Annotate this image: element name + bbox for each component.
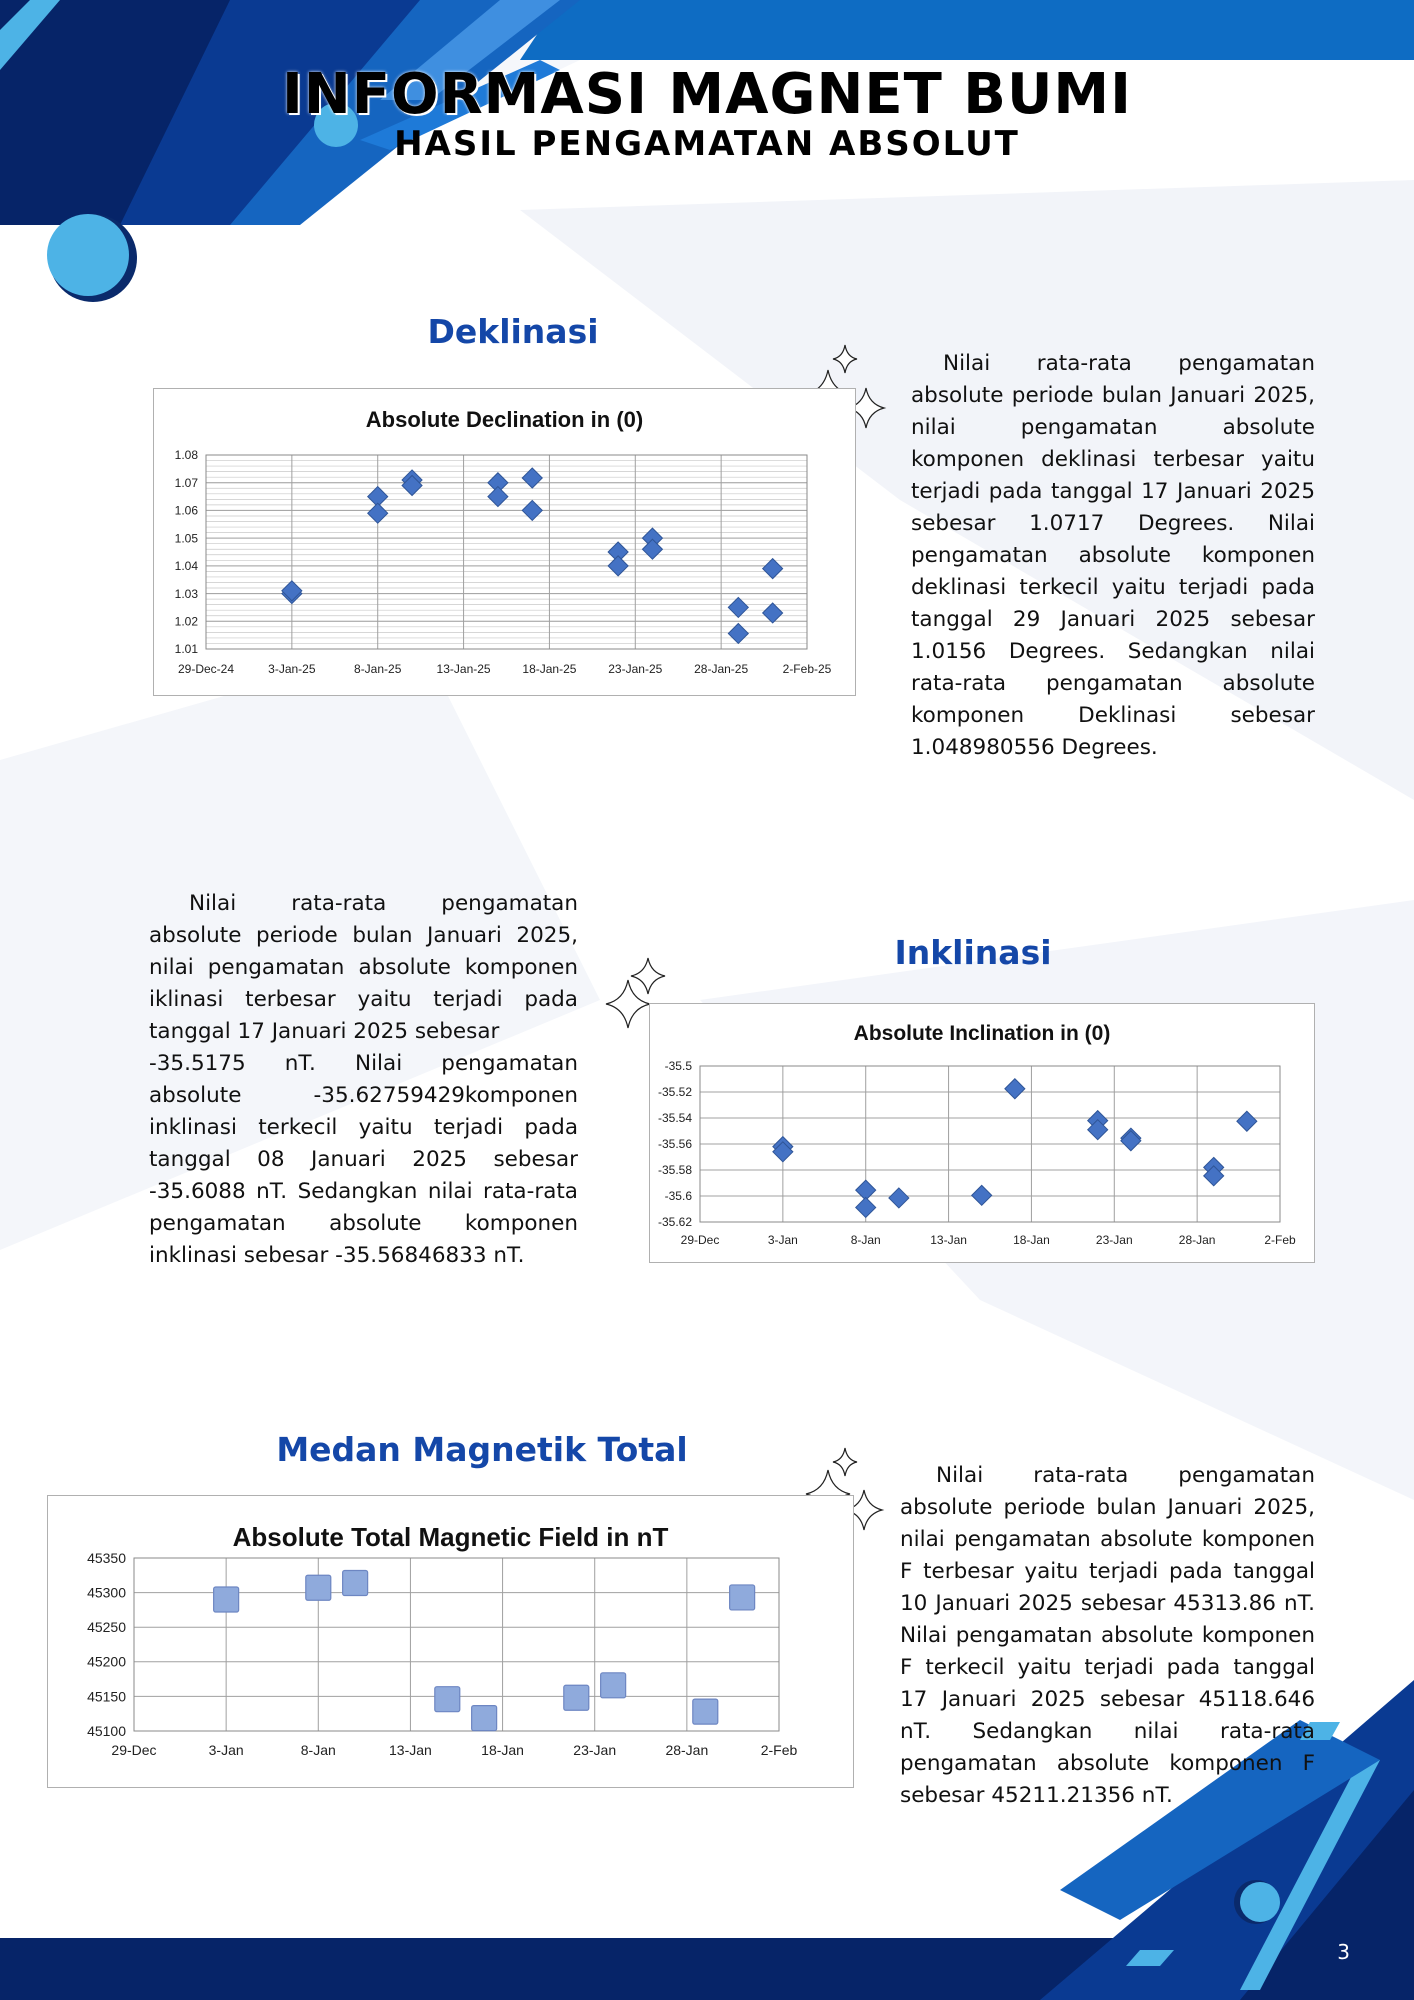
data-point — [763, 559, 783, 579]
inklinasi-paragraph-line2: -35.5175 nT. Nilai pengamatan absolute -35.62759429komponen inklinasi terkecil yaitu terjadi pada tanggal 08 Januari 2025 sebesar -35.6088 nT. Sedangkan nilai rata-rata pengamatan absolute komponen inklinasi sebesar -35.56846833 nT. — [149, 1051, 578, 1268]
data-point — [306, 1575, 331, 1600]
data-point — [522, 468, 542, 488]
x-tick-label: 13-Jan-25 — [436, 662, 491, 676]
y-tick-label: 45300 — [87, 1584, 126, 1601]
x-tick-label: 13-Jan — [930, 1233, 967, 1247]
chart-title: Absolute Total Magnetic Field in nT — [232, 1522, 669, 1552]
inklinasi-paragraph-line1: Nilai rata-rata pengamatan absolute periode bulan Januari 2025, nilai pengamatan absolute komponen iklinasi terbesar yaitu terjadi pada tanggal 17 Januari 2025 sebesar — [149, 891, 578, 1044]
x-tick-label: 23-Jan — [1095, 1233, 1133, 1247]
y-tick-label: 1.08 — [174, 448, 198, 463]
data-point — [214, 1587, 239, 1612]
y-tick-label: 1.01 — [174, 642, 198, 657]
inklinasi-paragraph — [149, 888, 578, 1272]
chart-svg — [154, 389, 855, 695]
x-tick-label: 3-Jan — [208, 1742, 244, 1758]
page-title: INFORMASI MAGNET BUMI — [282, 62, 1132, 127]
x-tick-label: 8-Jan — [300, 1742, 336, 1758]
deklinasi-paragraph: Nilai rata-rata pengamatan absolute periode bulan Januari 2025, nilai pengamatan absolute komponen deklinasi terbesar yaitu terjadi pada tanggal 17 Januari 2025 sebesar 1.0717 Degrees. Nilai pengamatan absolute komponen deklinasi terkecil yaitu terjadi pada tanggal 29 Januari 2025 sebesar 1.0156 Degrees. Sedangkan nilai rata-rata pengamatan absolute komponen Deklinasi sebesar 1.048980556 Degrees. — [911, 351, 1315, 760]
page-number: 3 — [1337, 1940, 1350, 1964]
y-tick-label: 1.04 — [174, 559, 198, 574]
x-tick-label: 8-Jan — [850, 1233, 881, 1247]
data-point — [488, 487, 508, 507]
x-tick-label: 29-Dec — [111, 1742, 157, 1758]
x-tick-label: 8-Jan-25 — [354, 662, 402, 676]
y-tick-label: 1.06 — [174, 503, 198, 518]
y-tick-label: -35.58 — [657, 1163, 692, 1178]
y-tick-label: 45250 — [87, 1619, 126, 1636]
total-field-paragraph: Nilai rata-rata pengamatan absolute periode bulan Januari 2025, nilai pengamatan absolute komponen F terbesar yaitu terjadi pada tanggal 10 Januari 2025 sebesar 45313.86 nT. Nilai pengamatan absolute komponen F terkecil yaitu terjadi pada tanggal 17 Januari 2025 sebesar 45118.646 nT. Sedangkan nilai rata-rata pengamatan absolute komponen F sebesar 45211.21356 nT. — [900, 1463, 1315, 1808]
data-point — [693, 1699, 718, 1724]
x-tick-label: 18-Jan — [1013, 1233, 1050, 1247]
x-tick-label: 28-Jan — [1178, 1233, 1216, 1247]
x-tick-label: 3-Jan — [767, 1233, 798, 1247]
x-tick-label: 23-Jan-25 — [608, 662, 663, 676]
data-point — [1005, 1079, 1025, 1099]
data-point — [763, 603, 783, 623]
inclination-chart — [649, 1003, 1315, 1263]
y-tick-label: -35.54 — [657, 1111, 692, 1126]
x-tick-label: 29-Dec — [680, 1233, 720, 1247]
data-point — [889, 1188, 909, 1208]
data-point — [856, 1197, 876, 1217]
chart-svg — [48, 1496, 853, 1787]
y-tick-label: 45100 — [87, 1722, 126, 1739]
data-point — [343, 1571, 368, 1596]
y-tick-label: -35.6 — [664, 1189, 692, 1204]
chart-title: Absolute Inclination in (0) — [853, 1022, 1111, 1045]
total-field-chart — [47, 1495, 854, 1788]
y-tick-label: 1.02 — [174, 614, 198, 629]
data-point — [972, 1185, 992, 1205]
data-point — [522, 500, 542, 520]
x-tick-label: 3-Jan-25 — [268, 662, 316, 676]
declination-chart — [153, 388, 856, 696]
y-tick-label: -35.62 — [657, 1215, 692, 1230]
y-tick-label: -35.56 — [657, 1137, 692, 1152]
y-tick-label: 1.05 — [174, 531, 198, 546]
x-tick-label: 13-Jan — [389, 1742, 432, 1758]
data-point — [730, 1585, 755, 1610]
data-point — [601, 1673, 626, 1698]
y-tick-label: 45200 — [87, 1653, 126, 1670]
x-tick-label: 18-Jan-25 — [522, 662, 577, 676]
x-tick-label: 28-Jan — [665, 1742, 709, 1758]
data-point — [564, 1685, 589, 1710]
data-point — [608, 556, 628, 576]
x-tick-label: 2-Feb — [1264, 1233, 1296, 1247]
x-tick-label: 18-Jan — [481, 1742, 524, 1758]
data-point — [728, 597, 748, 617]
y-tick-label: 1.07 — [174, 475, 198, 490]
data-point — [642, 539, 662, 559]
data-point — [1121, 1131, 1141, 1151]
data-point — [282, 581, 302, 601]
x-tick-label: 2-Feb — [760, 1742, 798, 1758]
deklinasi-heading: Deklinasi — [427, 312, 599, 351]
total-field-heading: Medan Magnetik Total — [276, 1430, 688, 1469]
data-point — [368, 503, 388, 523]
inklinasi-heading: Inklinasi — [894, 933, 1052, 972]
x-tick-label: 2-Feb-25 — [782, 662, 832, 676]
y-tick-label: 1.03 — [174, 586, 198, 601]
y-tick-label: -35.52 — [657, 1085, 692, 1100]
y-tick-label: -35.5 — [664, 1059, 692, 1074]
x-tick-label: 23-Jan — [573, 1742, 617, 1758]
data-point — [435, 1687, 460, 1712]
data-point — [1237, 1111, 1257, 1131]
x-tick-label: 29-Dec-24 — [177, 662, 235, 676]
chart-svg — [650, 1004, 1314, 1262]
chart-title: Absolute Declination in (0) — [365, 407, 644, 432]
page-subtitle: HASIL PENGAMATAN ABSOLUT — [394, 124, 1020, 164]
data-point — [472, 1706, 497, 1731]
y-tick-label: 45350 — [87, 1549, 126, 1566]
y-tick-label: 45150 — [87, 1688, 126, 1705]
x-tick-label: 28-Jan-25 — [694, 662, 749, 676]
